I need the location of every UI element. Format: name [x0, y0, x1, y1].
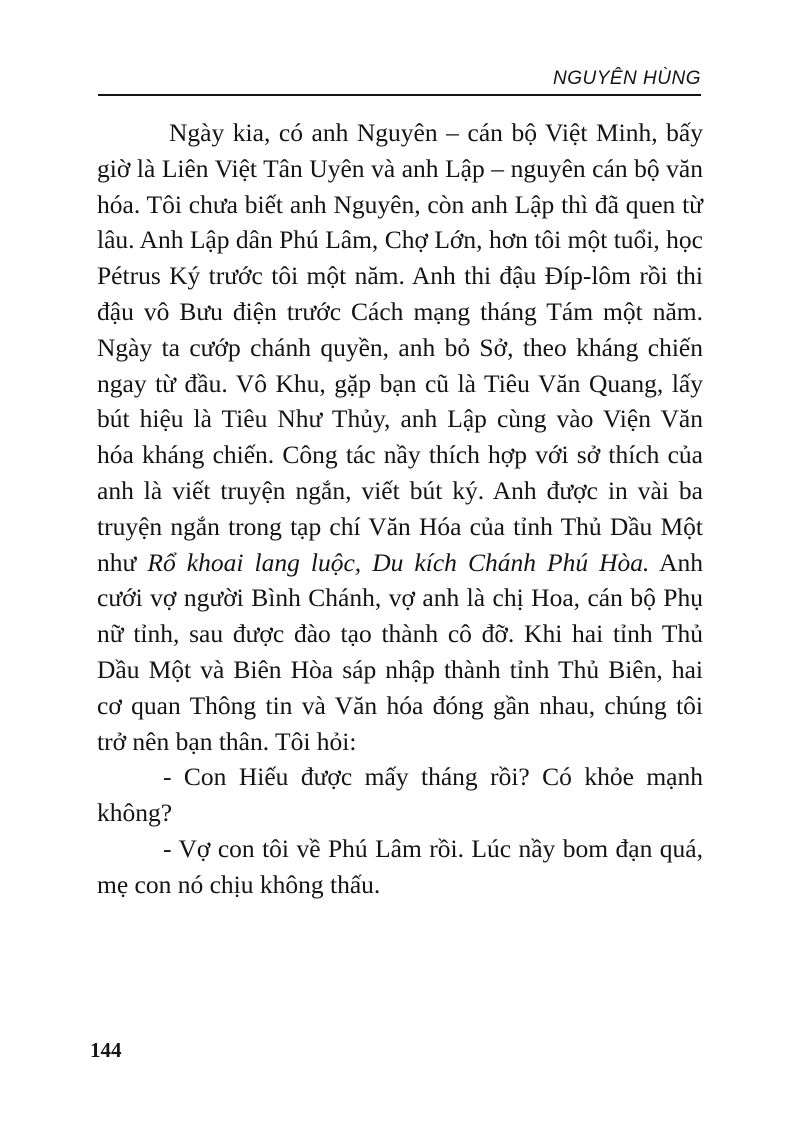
paragraph-1-text-a: Ngày kia, có anh Nguyên – cán bộ Việt Minh, bấy giờ là Liên Việt Tân Uyên và anh Lập – nguyên cán bộ văn hóa. Tôi chưa biết anh Nguyên, còn anh Lập thì đã quen từ lâu. Anh Lập dân Phú Lâm, Chợ Lớn, hơn tôi một tuổi, học Pétrus Ký trước tôi một năm. Anh thi đậu Đíp-lôm rồi thi đậu vô Bưu điện trước Cách mạng tháng Tám một năm. Ngày ta cướp chánh quyền, anh bỏ Sở, theo kháng chiến ngay từ đầu. Vô Khu, gặp bạn cũ là Tiêu Văn Quang, lấy bút hiệu là Tiêu Như Thủy, anh Lập cùng vào Viện Văn hóa kháng chiến. Công tác nầy thích hợp với sở thích của anh là viết truyện ngắn, viết bút ký. Anh được in vài ba truyện ngắn trong tạp chí Văn Hóa của tỉnh Thủ Dầu Một như: [97, 118, 703, 577]
paragraph-1-text-b: Anh cưới vợ người Bình Chánh, vợ anh là chị Hoa, cán bộ Phụ nữ tỉnh, sau được đào tạo thành cô đỡ. Khi hai tỉnh Thủ Dầu Một và Biên Hòa sáp nhập thành tỉnh Thủ Biên, hai cơ quan Thông tin và Văn hóa đóng gần nhau, chúng tôi trở nên bạn thân. Tôi hỏi:: [97, 547, 704, 756]
paragraph-2-dialogue: - Con Hiếu được mấy tháng rồi? Có khỏe mạnh không?: [97, 762, 703, 828]
running-header: [98, 64, 701, 96]
paragraph-1-italic-titles: Rổ khoai lang luộc, Du kích Chánh Phú Hòa.: [147, 547, 650, 577]
header-author-name: NGUYÊN HÙNG: [552, 68, 701, 89]
page-number: 144: [90, 1038, 122, 1062]
body-text: [97, 115, 703, 903]
paragraph-3-dialogue: - Vợ con tôi về Phú Lâm rồi. Lúc nầy bom đạn quá, mẹ con nó chịu không thấu.: [97, 833, 703, 899]
paragraph-1: [97, 115, 703, 759]
